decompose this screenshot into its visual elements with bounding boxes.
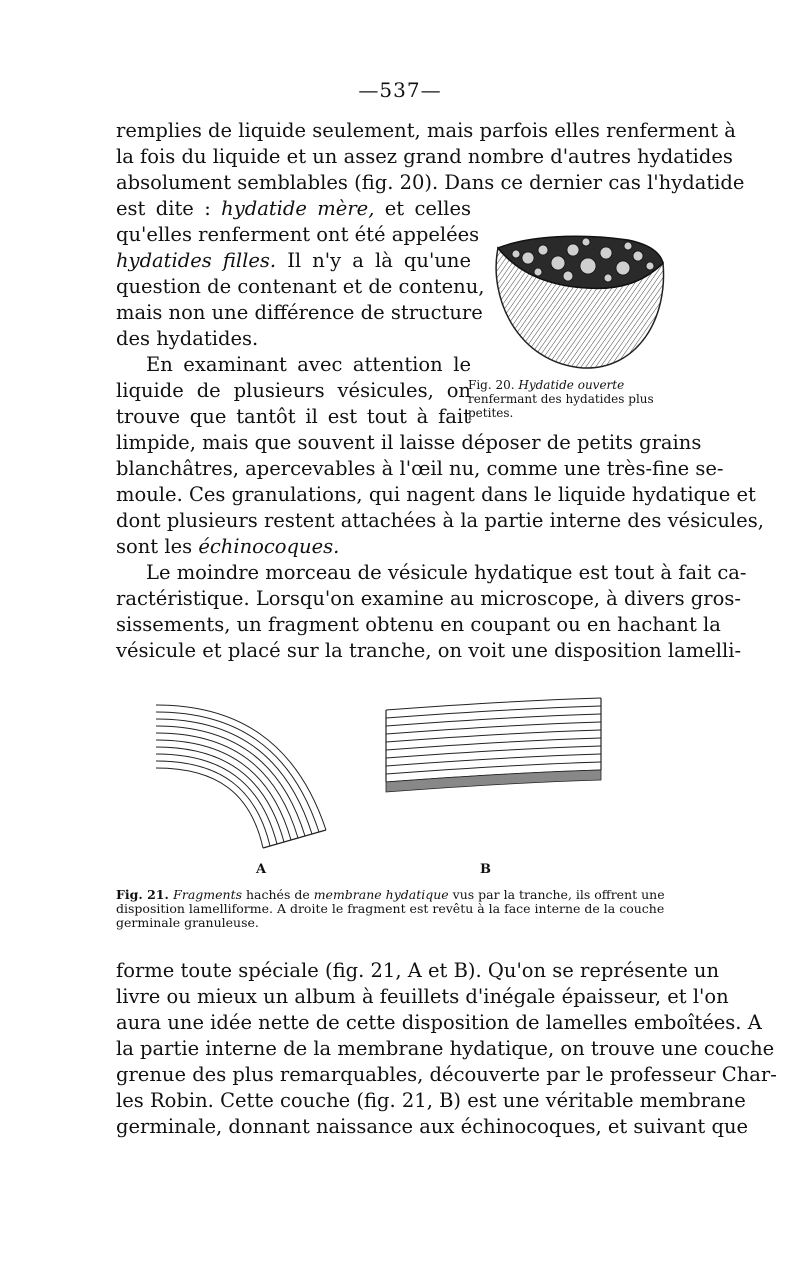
figure-20-illustration [468, 228, 678, 378]
paragraph-3 [116, 560, 747, 664]
germinal-layer [386, 770, 601, 792]
text-line: sissements, un fragment obtenu en coupant ou en hachant la [116, 613, 721, 636]
text-line: limpide, mais que souvent il laisse déposer de petits grains [116, 431, 702, 454]
text-line: livre ou mieux un album à feuillets d'inégale épaisseur, et l'on [116, 985, 729, 1008]
text-line: ractéristique. Lorsqu'on examine au microscope, à divers gros- [116, 587, 741, 610]
figure-21-illustration [116, 680, 616, 880]
figure-21-label-a: A [256, 862, 267, 877]
fragment-b [386, 698, 601, 782]
paragraph-4 [116, 958, 777, 1140]
text-line: question de contenant et de contenu, [116, 275, 485, 298]
figure-20-caption: Fig. 20. Hydatide ouverte renfermant des hydatides plus petites. [468, 378, 654, 420]
text-line: vésicule et placé sur la tranche, on voit une disposition lamelli- [116, 639, 742, 662]
text-line: liquide de plusieurs vésicules, on [116, 379, 471, 402]
text-line: Le moindre morceau de vésicule hydatique est tout à fait ca- [146, 561, 747, 584]
text-line: des hydatides. [116, 327, 259, 350]
paragraph-1-narrow [116, 196, 485, 430]
figure-21-caption: Fig. 21. Fragments hachés de membrane hydatique vus par la tranche, ils offrent une disposition lamelliforme. A droite le fragment est revêtu à la face interne de la couche germinale granuleuse. [116, 887, 665, 930]
figure-21-label-b: B [480, 862, 491, 877]
text-line: absolument semblables (fig. 20). Dans ce dernier cas l'hydatide [116, 171, 745, 194]
text-line: remplies de liquide seulement, mais parfois elles renferment à [116, 119, 736, 142]
text-line: qu'elles renferment ont été appelées [116, 223, 480, 246]
text-line: grenue des plus remarquables, découverte par le professeur Char- [116, 1063, 777, 1086]
text-line: blanchâtres, apercevables à l'œil nu, comme une très-fine se- [116, 457, 724, 480]
page-number: —537— [358, 78, 442, 102]
text-line: germinale, donnant naissance aux échinocoques, et suivant que [116, 1115, 749, 1138]
text-line: la partie interne de la membrane hydatique, on trouve une couche [116, 1037, 775, 1060]
paragraph-2-wide [116, 430, 764, 560]
text-line: les Robin. Cette couche (fig. 21, B) est une véritable membrane [116, 1089, 746, 1112]
text-line: En examinant avec attention le [146, 353, 471, 376]
text-line: mais non une différence de structure [116, 301, 483, 324]
text-line: hydatides filles. Il n'y a là qu'une [116, 249, 471, 272]
text-line: la fois du liquide et un assez grand nombre d'autres hydatides [116, 145, 733, 168]
text-line: trouve que tantôt il est tout à fait [116, 405, 471, 428]
text-line: aura une idée nette de cette disposition de lamelles emboîtées. A [116, 1011, 762, 1034]
text-line: forme toute spéciale (fig. 21, A et B). Qu'on se représente un [116, 959, 720, 982]
text-line: dont plusieurs restent attachées à la partie interne des vésicules, [116, 509, 764, 532]
text-line: est dite : hydatide mère, et celles [116, 197, 471, 220]
text-line: moule. Ces granulations, qui nagent dans le liquide hydatique et [116, 483, 756, 506]
fragment-a [156, 705, 326, 848]
text-line: sont les échinocoques. [116, 535, 340, 558]
paragraph-1-wide [116, 118, 745, 196]
